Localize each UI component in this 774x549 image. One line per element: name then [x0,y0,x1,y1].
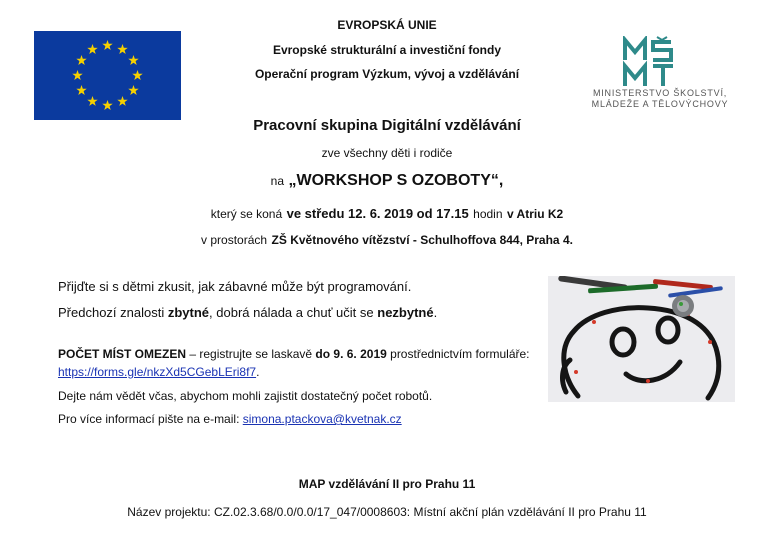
registration-form-text: prostřednictvím formuláře: [390,347,530,361]
registration-link[interactable]: https://forms.gle/nkzXd5CGebLEri8f7 [58,365,257,379]
msmt-name-line1: MINISTERSTVO ŠKOLSTVÍ, [592,88,728,98]
when-prefix: který se koná [210,207,283,221]
info-prefix: Pro více informací pište na e-mail: [58,412,240,426]
when-date: ve středu 12. 6. 2019 od 17.15 [286,206,469,221]
ozobot-robot-icon [672,295,694,317]
msmt-name-line2: MLÁDEŽE A TĚLOVÝCHOVY [591,99,729,109]
registration-text: – registrujte se laskavě [186,347,313,361]
where-line [0,231,774,249]
eu-header: EVROPSKÁ UNIE [337,18,437,32]
knowledge-period: . [433,305,438,320]
invites-line: zve všechny děti i rodiče [321,146,453,160]
knowledge-text-c: , dobrá nálada a chuť učit se [209,305,374,320]
where-place: ZŠ Květnového vítězství - Schulhoffova 844, Praha 4. [271,233,573,247]
contact-email-link[interactable]: simona.ptackova@kvetnak.cz [242,412,402,426]
robots-line: Dejte nám vědět včas, abychom mohli zajistit dostatečný počet robotů. [58,389,433,403]
registration-link-line [58,365,259,379]
group-title: Pracovní skupina Digitální vzdělávání [253,117,521,134]
info-line [58,412,402,426]
knowledge-zbytne: zbytné [167,305,210,320]
where-prefix: v prostorách [201,233,268,247]
msmt-logo [585,36,735,114]
funds-header: Evropské strukturální a investiční fondy [272,43,502,57]
paragraph-try: Přijďte si s dětmi zkusit, jak zábavné může být programování. [58,279,412,294]
programme-header: Operační program Výzkum, vývoj a vzdělávání [254,67,520,81]
event-title: „WORKSHOP S OZOBOTY“, [288,172,504,189]
knowledge-text-a: Předchozí znalosti [58,305,165,320]
limited-seats: POČET MÍST OMEZEN [58,347,187,361]
map-title: MAP vzdělávání II pro Prahu 11 [298,477,476,491]
registration-line [58,347,530,361]
msmt-monogram-icon [585,36,735,88]
when-place: v Atriu K2 [506,207,564,221]
ozobot-photo [548,276,735,402]
registration-link-period: . [256,365,260,379]
registration-deadline: do 9. 6. 2019 [315,347,387,361]
event-line [0,172,774,190]
project-name: Název projektu: CZ.02.3.68/0.0/0.0/17_047/0008603: Místní akční plán vzdělávání II pro Prahu 11 [127,505,647,519]
when-hodin: hodin [473,207,503,221]
knowledge-nezbytne: nezbytné [377,305,434,320]
paragraph-knowledge [58,305,437,320]
na-word: na [270,174,285,188]
when-line [0,205,774,223]
